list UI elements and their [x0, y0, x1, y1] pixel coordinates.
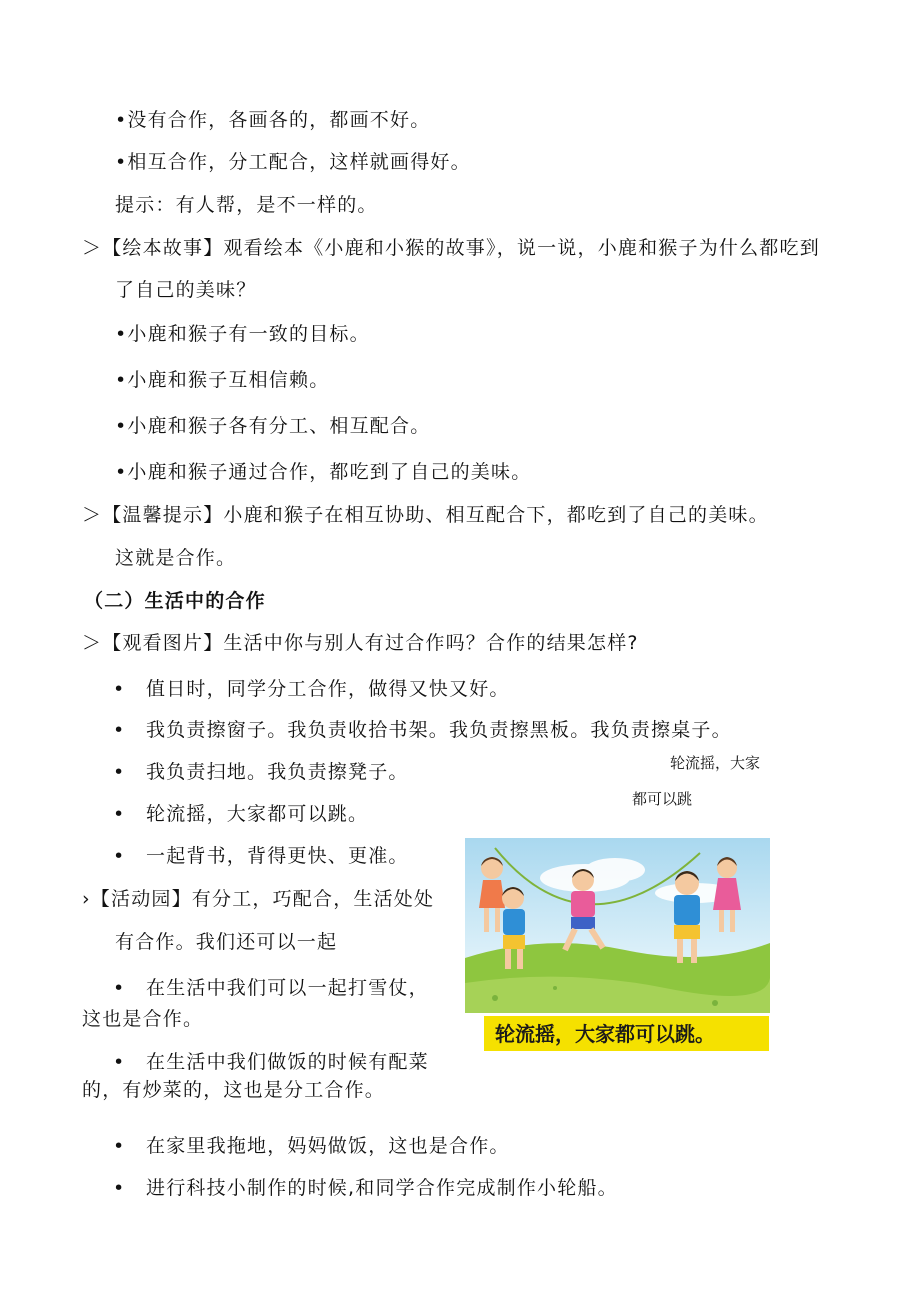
list-item: •小鹿和猴子各有分工、相互配合。	[115, 415, 431, 437]
side-note-cont: 都可以跳	[632, 790, 693, 808]
list-item: 在家里我拖地，妈妈做饭，这也是合作。	[146, 1135, 510, 1157]
list-item: •小鹿和猴子互相信赖。	[115, 369, 330, 391]
image-caption: 轮流摇，大家都可以跳。	[495, 1022, 715, 1046]
list-item: •小鹿和猴子通过合作，都吃到了自己的美味。	[115, 461, 532, 483]
bullet-dot: •	[113, 1051, 125, 1073]
bullet-dot: •	[113, 977, 125, 999]
list-item: 一起背书，背得更快、更准。	[146, 845, 409, 867]
list-item-cont: 这也是合作。	[82, 1008, 204, 1030]
list-item: 进行科技小制作的时候,和同学合作完成制作小轮船。	[146, 1177, 618, 1199]
bullet-dot: •	[113, 845, 125, 867]
activity-intro-cont: 有合作。我们还可以一起	[115, 931, 338, 953]
list-item: 我负责擦窗子。我负责收拾书架。我负责擦黑板。我负责擦桌子。	[146, 719, 732, 741]
bullet-dot: •	[113, 719, 125, 741]
warm-tip: ＞【温馨提示】小鹿和猴子在相互协助、相互配合下，都吃到了自己的美味。	[82, 504, 769, 526]
list-item: 我负责扫地。我负责擦凳子。	[146, 761, 409, 783]
bullet-dot: •	[113, 1135, 125, 1157]
picture-book-intro-cont: 了自己的美味？	[115, 279, 257, 301]
list-item: 在生活中我们做饭的时候有配菜	[146, 1051, 429, 1073]
bullet-dot: •	[113, 1177, 125, 1199]
bullet-cooperation: •相互合作，分工配合，这样就画得好。	[115, 151, 471, 173]
list-item-cont: 的，有炒菜的，这也是分工合作。	[82, 1079, 386, 1101]
jump-rope-illustration	[465, 838, 770, 1051]
list-item: 在生活中我们可以一起打雪仗，	[146, 977, 429, 999]
hint-text: 提示：有人帮，是不一样的。	[115, 194, 378, 216]
activity-intro: ›【活动园】有分工，巧配合，生活处处	[82, 888, 435, 910]
picture-book-intro: ＞【绘本故事】观看绘本《小鹿和小猴的故事》，说一说，小鹿和猴子为什么都吃到	[82, 237, 820, 259]
bullet-no-cooperation: •没有合作，各画各的，都画不好。	[115, 109, 431, 131]
warm-tip-cont: 这就是合作。	[115, 547, 237, 569]
bullet-dot: •	[113, 803, 125, 825]
list-item: 轮流摇，大家都可以跳。	[146, 803, 369, 825]
list-item: 值日时，同学分工合作，做得又快又好。	[146, 678, 510, 700]
bullet-dot: •	[113, 761, 125, 783]
section-heading: （二）生活中的合作	[84, 590, 266, 612]
bullet-dot: •	[113, 678, 125, 700]
side-note: 轮流摇，大家	[670, 754, 761, 772]
list-item: •小鹿和猴子有一致的目标。	[115, 323, 370, 345]
view-pictures-intro: ＞【观看图片】生活中你与别人有过合作吗？合作的结果怎样?	[82, 632, 639, 654]
